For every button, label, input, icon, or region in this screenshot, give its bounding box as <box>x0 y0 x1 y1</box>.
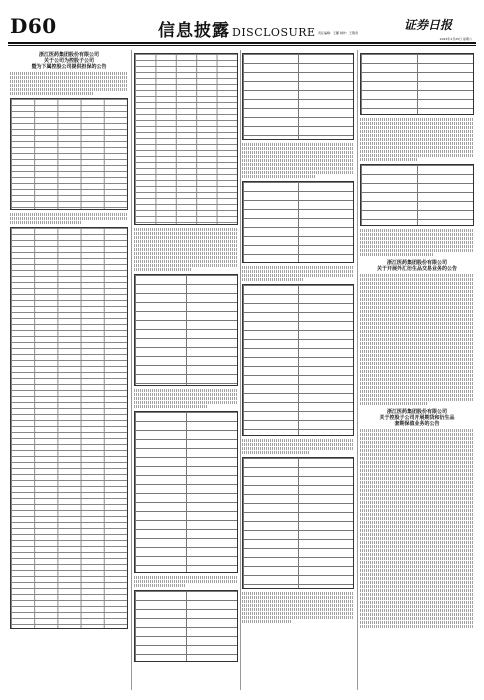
notice-body-text <box>242 266 354 281</box>
masthead-rule <box>8 42 476 44</box>
company-info-table <box>134 590 238 662</box>
company-info-table <box>134 274 238 386</box>
section-title-en: DISCLOSURE <box>232 26 316 39</box>
section-title-cn: 信息披露 <box>158 21 230 41</box>
notice-body-text <box>360 118 474 161</box>
notice-header <box>360 409 474 427</box>
notice-body-text <box>242 592 354 623</box>
editor-line: 责任编辑：王鹏 制作：王敬涛 <box>318 31 358 35</box>
page-number: D60 <box>10 14 57 38</box>
company-info-table <box>360 53 474 115</box>
column-divider <box>131 50 132 690</box>
column-2 <box>134 50 238 690</box>
column-4 <box>360 50 474 690</box>
notice-title-line: 关于公司为控股子公司 <box>43 58 94 64</box>
column-divider <box>357 50 358 690</box>
company-info-table <box>242 284 354 436</box>
subsidiary-table <box>10 227 128 629</box>
company-info-table <box>242 181 354 263</box>
guarantee-table <box>10 98 128 210</box>
notice-header <box>360 260 474 272</box>
notice-company: 浙江医药集团股份有限公司 <box>386 409 447 415</box>
column-divider <box>240 50 241 690</box>
company-info-table <box>242 457 354 589</box>
paper-logo: 证券日报 <box>403 18 452 32</box>
notice-body-text <box>134 389 238 408</box>
notice-body-text <box>10 72 128 95</box>
notice-title-line: 关于开展外汇衍生品交易业务的公告 <box>376 266 457 272</box>
company-info-table <box>134 411 238 573</box>
column-3 <box>242 50 354 690</box>
notice-company: 浙江医药集团股份有限公司 <box>386 260 447 266</box>
company-info-table <box>242 53 354 140</box>
notice-title-line: 暨为下属控股公司提供担保的公告 <box>31 64 107 70</box>
masthead-rule-thin <box>8 45 476 46</box>
subsidiary-table-continued <box>134 53 238 225</box>
section-title <box>158 16 316 41</box>
notice-body-text <box>360 229 474 256</box>
notice-body-text <box>134 228 238 271</box>
notice-body-text <box>242 439 354 454</box>
notice-body-text <box>10 213 128 224</box>
notice-company: 浙江医药集团股份有限公司 <box>38 52 99 58</box>
notice-title-line: 关于控股子公司开展期货和衍生品 <box>379 415 455 421</box>
notice-body-text <box>242 143 354 178</box>
notice-body-text <box>360 274 474 405</box>
masthead <box>8 6 476 46</box>
notice-body-text <box>360 429 474 628</box>
notice-header <box>10 52 128 70</box>
company-info-table <box>360 164 474 226</box>
notice-body-text <box>134 576 238 587</box>
column-1 <box>10 50 128 690</box>
notice-title-line: 套期保值业务的公告 <box>394 421 440 427</box>
date-line: 2023年3月25日 星期六 <box>439 37 472 41</box>
